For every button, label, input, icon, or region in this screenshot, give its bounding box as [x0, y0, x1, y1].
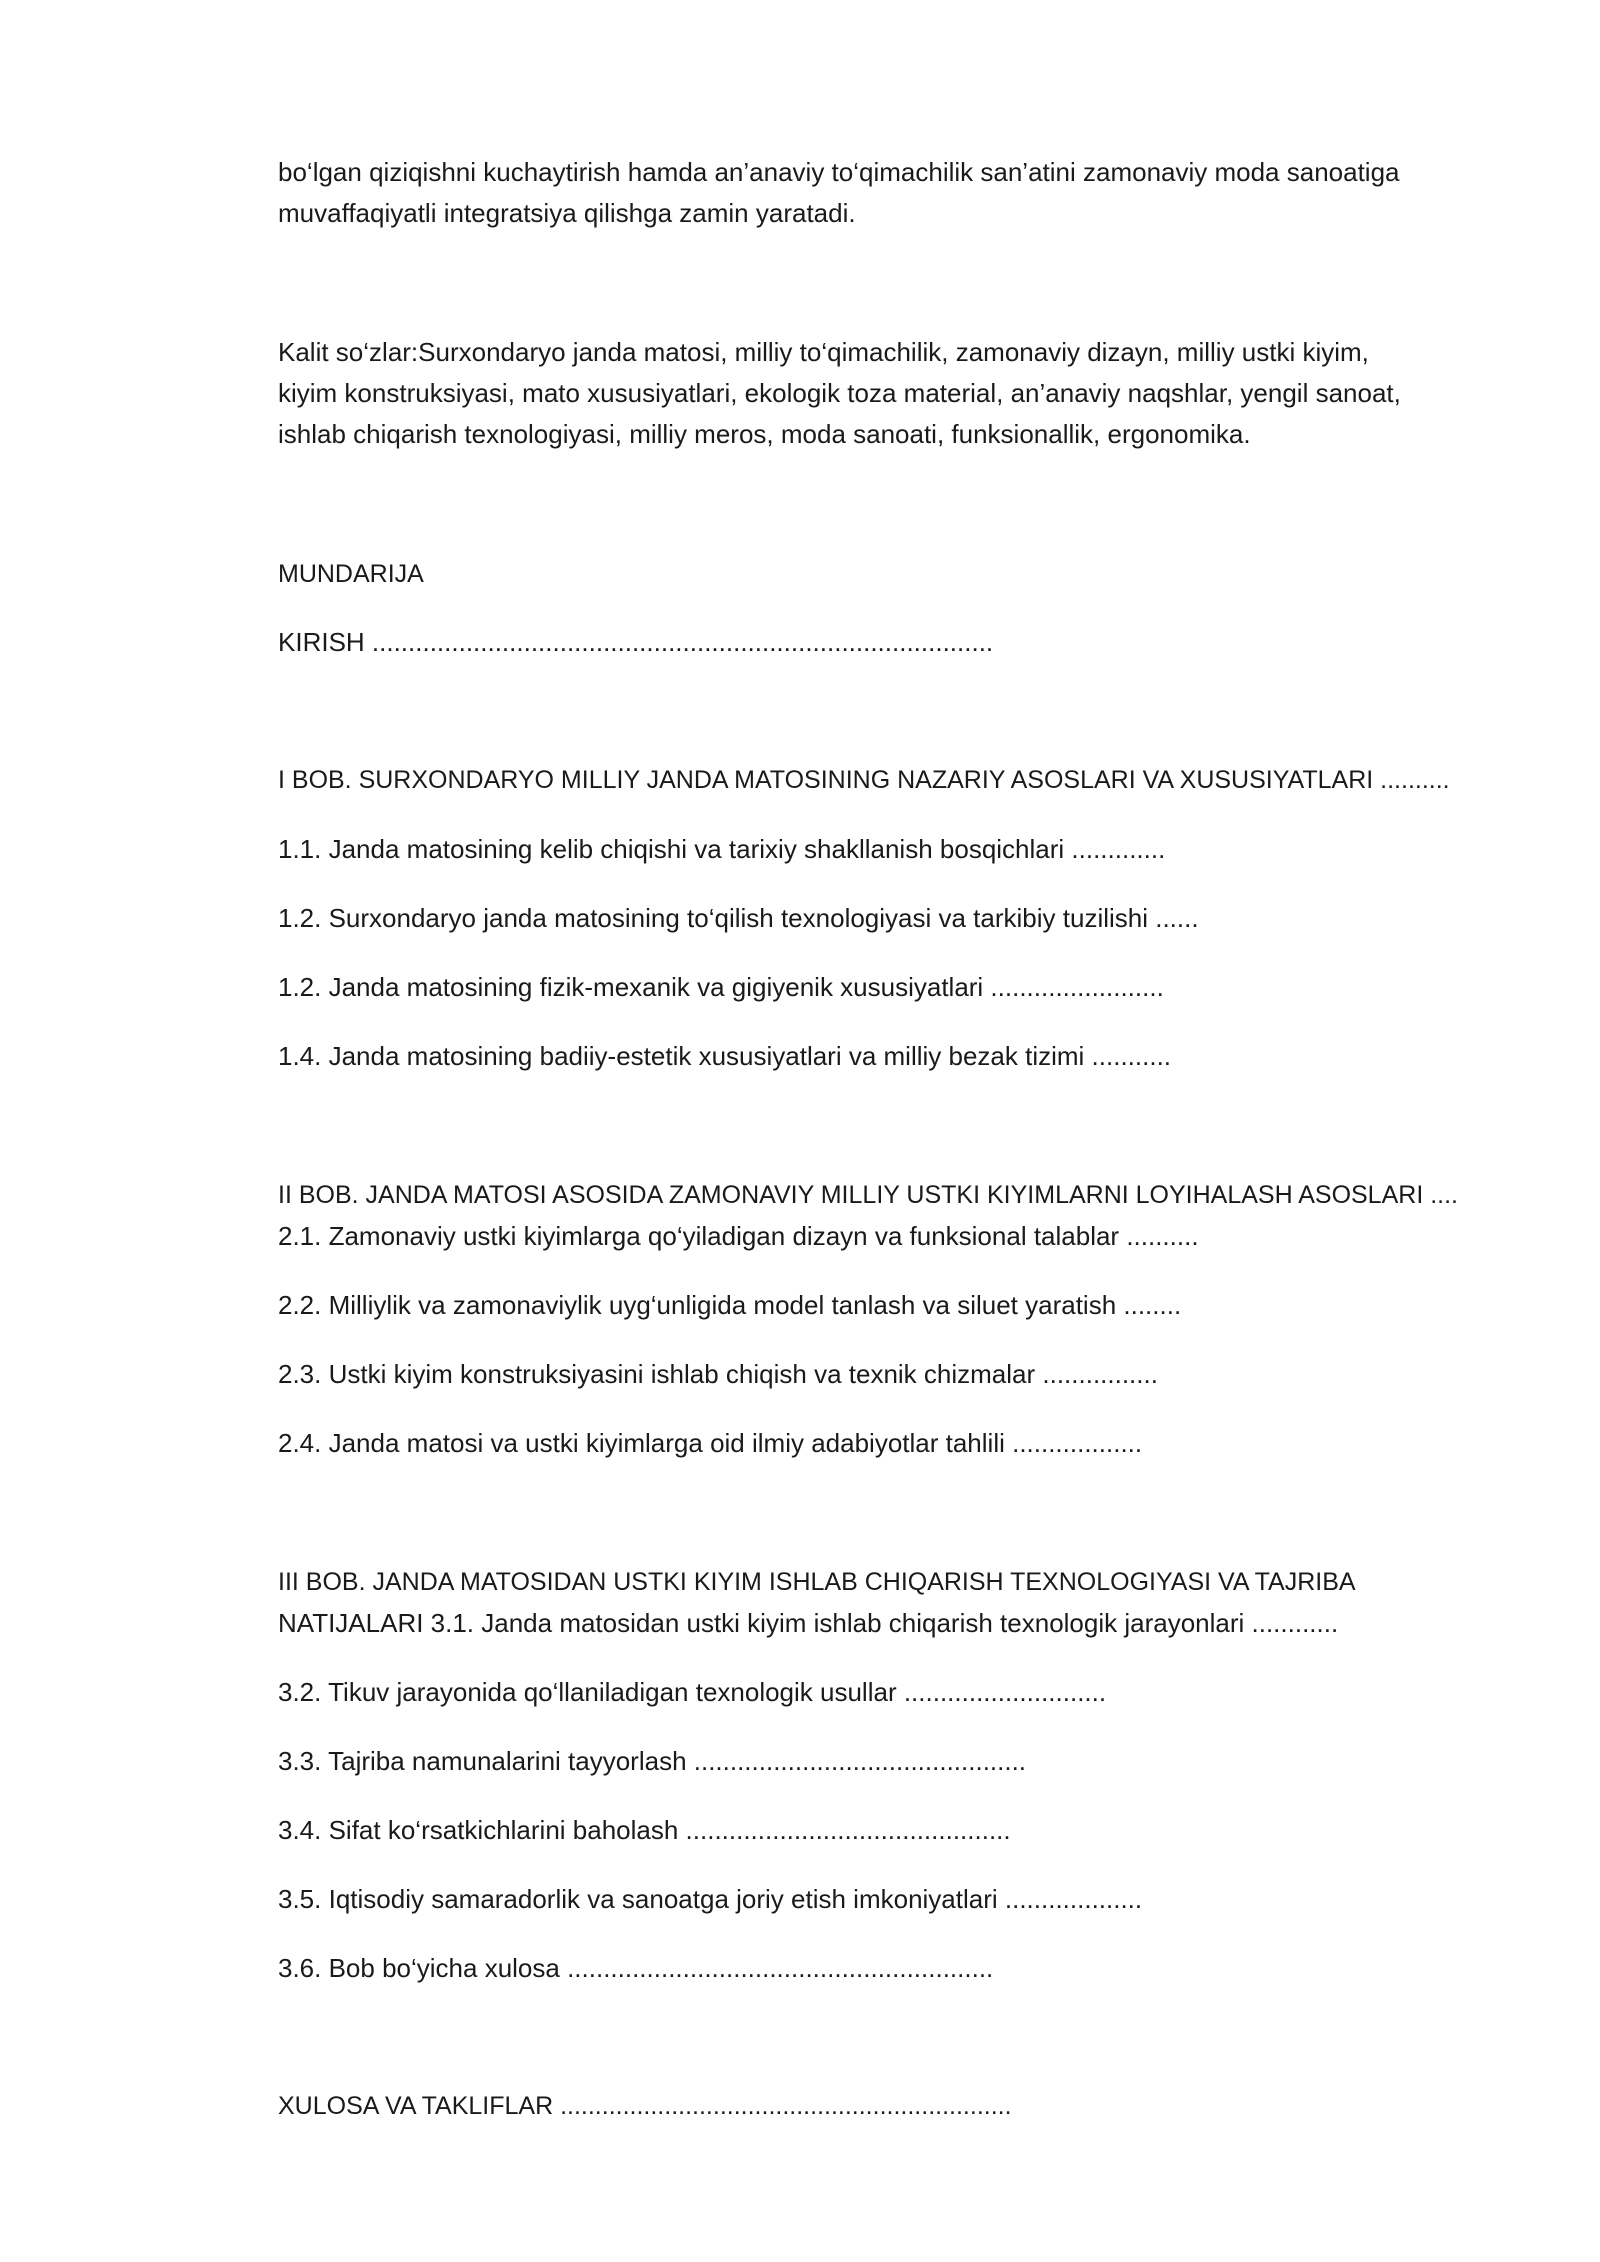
toc-entry-3-5: 3.5. Iqtisodiy samaradorlik va sanoatga joriy etish imkoniyatlari ...................	[278, 1884, 1143, 1914]
intro-line-2: muvaffaqiyatli integratsiya qilishga zamin yaratadi.	[278, 198, 856, 228]
toc-title: MUNDARIJA	[278, 560, 424, 588]
keywords-line-2: kiyim konstruksiyasi, mato xususiyatlari, ekologik toza material, an’anaviy naqshlar, yengil sanoat,	[278, 378, 1401, 408]
toc-entry-conclusion: XULOSA VA TAKLIFLAR .................................................................	[278, 2092, 1012, 2120]
intro-line-1: bo‘lgan qiziqishni kuchaytirish hamda an’anaviy to‘qimachilik san’atini zamonaviy moda sanoatiga	[278, 157, 1400, 187]
toc-entry-3-6: 3.6. Bob bo‘yicha xulosa ...........................................................	[278, 1953, 994, 1983]
toc-entry-3-4: 3.4. Sifat ko‘rsatkichlarini baholash .............................................	[278, 1815, 1011, 1845]
toc-chapter-2-heading: II BOB. JANDA MATOSI ASOSIDA ZAMONAVIY MILLIY USTKI KIYIMLARNI LOYIHALASH ASOSLARI ....	[278, 1181, 1458, 1209]
keywords-line-1: Kalit so‘zlar:Surxondaryo janda matosi, milliy to‘qimachilik, zamonaviy dizayn, milliy ustki kiyim,	[278, 337, 1369, 367]
toc-entry-kirish: KIRISH ......................................................................................	[278, 627, 994, 657]
toc-entry-1-2: 1.2. Surxondaryo janda matosining to‘qilish texnologiyasi va tarkibiy tuzilishi ......	[278, 903, 1199, 933]
toc-chapter-3-heading: III BOB. JANDA MATOSIDAN USTKI KIYIM ISHLAB CHIQARISH TEXNOLOGIYASI VA TAJRIBA	[278, 1568, 1356, 1596]
keywords-line-3: ishlab chiqarish texnologiyasi, milliy meros, moda sanoati, funksionallik, ergonomika.	[278, 419, 1251, 449]
toc-entry-2-2: 2.2. Milliylik va zamonaviylik uyg‘unligida model tanlash va siluet yaratish ........	[278, 1290, 1182, 1320]
toc-entry-2-3: 2.3. Ustki kiyim konstruksiyasini ishlab chiqish va texnik chizmalar ................	[278, 1359, 1158, 1389]
toc-entry-1-3: 1.2. Janda matosining fizik-mexanik va gigiyenik xususiyatlari ........................	[278, 972, 1164, 1002]
toc-entry-2-4: 2.4. Janda matosi va ustki kiyimlarga oid ilmiy adabiyotlar tahlili ..................	[278, 1428, 1143, 1458]
toc-chapter-1-heading: I BOB. SURXONDARYO MILLIY JANDA MATOSINING NAZARIY ASOSLARI VA XUSUSIYATLARI ..........	[278, 766, 1450, 794]
keywords-paragraph	[278, 332, 1468, 455]
toc-entry-3-2: 3.2. Tikuv jarayonida qo‘llaniladigan texnologik usullar ............................	[278, 1677, 1107, 1707]
toc-entry-3-3: 3.3. Tajriba namunalarini tayyorlash ..............................................	[278, 1746, 1027, 1776]
intro-paragraph	[278, 152, 1468, 234]
toc-chapter-3-heading-continued: NATIJALARI 3.1. Janda matosidan ustki kiyim ishlab chiqarish texnologik jarayonlari ............	[278, 1608, 1339, 1638]
toc-entry-1-1: 1.1. Janda matosining kelib chiqishi va tarixiy shakllanish bosqichlari .............	[278, 834, 1166, 864]
toc-entry-1-4: 1.4. Janda matosining badiiy-estetik xususiyatlari va milliy bezak tizimi ...........	[278, 1041, 1172, 1071]
toc-entry-2-1: 2.1. Zamonaviy ustki kiyimlarga qo‘yiladigan dizayn va funksional talablar ..........	[278, 1221, 1199, 1251]
